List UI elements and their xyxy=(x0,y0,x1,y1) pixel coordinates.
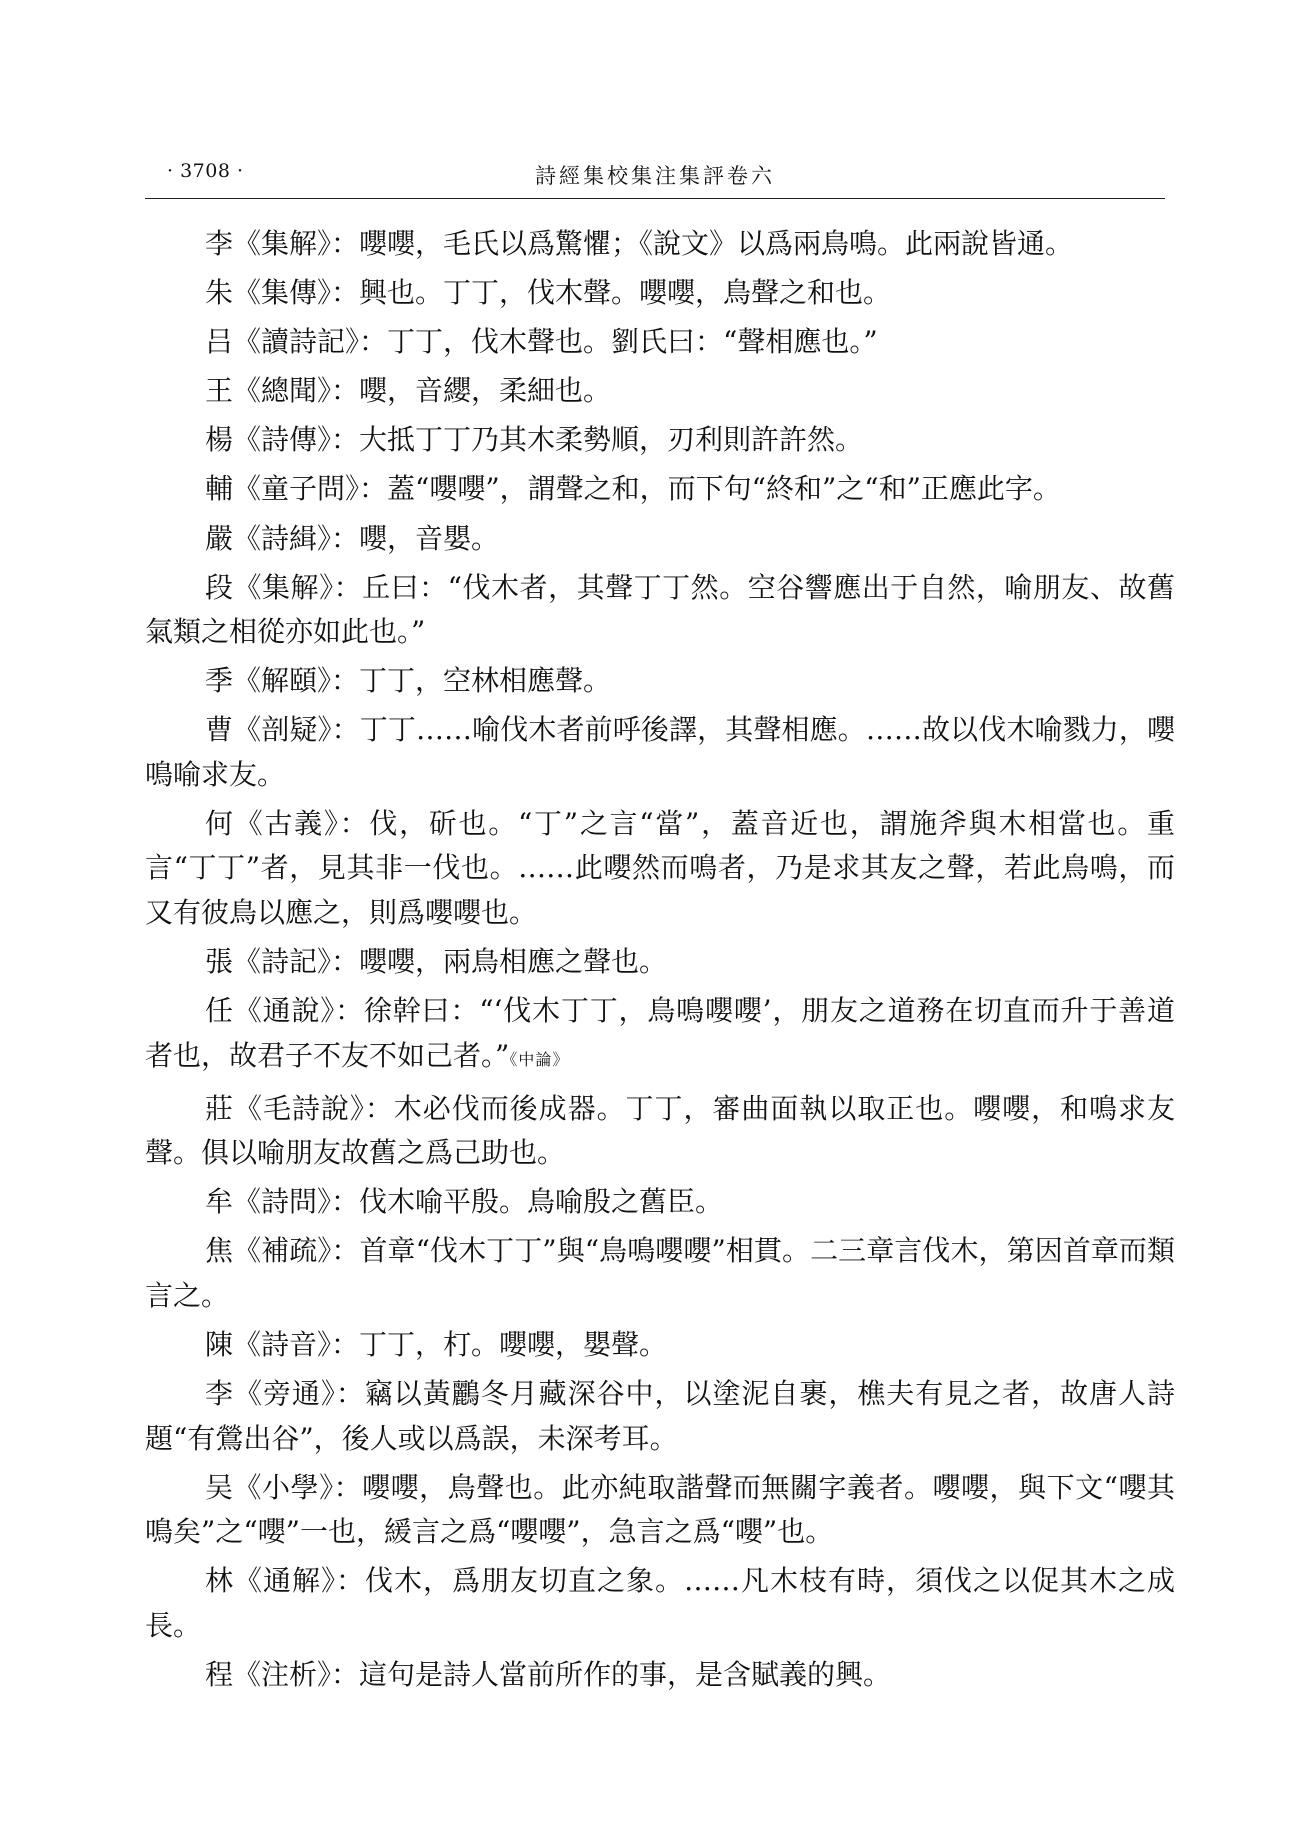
commentary-entry xyxy=(145,517,1175,562)
running-title: 詩經集校集注集評卷六 xyxy=(535,164,775,188)
entry-text: 輔《童子問》：蓋“嚶嚶”，謂聲之和，而下句“終和”之“和”正應此字。 xyxy=(205,472,1061,506)
entry-text: 段《集解》：丘曰：“伐木者，其聲丁丁然。空谷響應出于自然，喻朋友、故舊氣類之相從亦如此也。” xyxy=(145,570,1175,649)
entry-text: 焦《補疏》：首章“伐木丁丁”與“鳥鳴嚶嚶”相貫。二三章言伐木，第因首章而類言之。 xyxy=(145,1234,1175,1312)
header-rule xyxy=(145,198,1165,199)
entry-text: 朱《集傳》：興也。丁丁，伐木聲。嚶嚶，鳥聲之和也。 xyxy=(205,276,892,310)
page-number: · 3708 · xyxy=(167,160,244,182)
commentary-entry xyxy=(145,1229,1175,1318)
entry-text: 吴《小學》：嚶嚶，鳥聲也。此亦純取諧聲而無關字義者。嚶嚶，與下文“嚶其鳴矣”之“嚶”一也，緩言之爲“嚶嚶”，急言之爲“嚶”也。 xyxy=(145,1470,1175,1549)
commentary-entry xyxy=(145,369,1175,414)
entry-text: 任《通說》：徐幹曰：“‘伐木丁丁，鳥鳴嚶嚶’，朋友之道務在切直而升于善道者也，故君子不友不如己者。” xyxy=(145,994,1175,1072)
commentary-entry xyxy=(145,1559,1175,1648)
commentary-entry xyxy=(145,802,1175,936)
entry-text: 程《注析》：這句是詩人當前所作的事，是含賦義的興。 xyxy=(205,1657,892,1691)
commentary-entry xyxy=(145,1087,1175,1176)
commentary-entry xyxy=(145,659,1175,704)
entry-text: 王《總聞》：嚶，音纓，柔細也。 xyxy=(205,374,612,408)
entry-text: 何《古義》：伐，斫也。“丁”之言“當”，蓋音近也，謂施斧與木相當也。重言“丁丁”者，見其非一伐也。……此嚶然而鳴者，乃是求其友之聲，若此鳥鳴，而又有彼鳥以應之，則爲嚶嚶也。 xyxy=(145,806,1175,929)
commentary-entry xyxy=(145,1180,1175,1225)
commentary-entry xyxy=(145,566,1175,655)
page-header xyxy=(145,160,1165,196)
source-note: 《中論》 xyxy=(509,1049,570,1069)
commentary-entry xyxy=(145,1372,1175,1461)
entry-text: 楊《詩傳》：大抵丁丁乃其木柔勢順，刃利則許許然。 xyxy=(205,423,864,457)
entry-text: 林《通解》：伐木，爲朋友切直之象。……凡木枝有時，須伐之以促其木之成長。 xyxy=(145,1564,1175,1642)
entry-text: 吕《讀詩記》：丁丁，伐木聲也。劉氏曰：“聲相應也。” xyxy=(205,325,878,359)
commentary-entry xyxy=(145,222,1175,267)
commentary-entry xyxy=(145,271,1175,316)
entry-text: 李《旁通》：竊以黃鸝冬月藏深谷中，以塗泥自裹，樵夫有見之者，故唐人詩題“有鶯出谷”，後人或以爲誤，未深考耳。 xyxy=(145,1377,1175,1455)
entry-text: 牟《詩問》：伐木喻平殷。鳥喻殷之舊臣。 xyxy=(205,1185,724,1219)
entry-text: 陳《詩音》：丁丁，朾。嚶嚶，嬰聲。 xyxy=(205,1328,668,1361)
entry-text: 季《解頤》：丁丁，空林相應聲。 xyxy=(205,664,612,698)
commentary-entry xyxy=(145,320,1175,365)
commentary-entry xyxy=(145,418,1175,463)
commentary-entry xyxy=(145,940,1175,985)
entry-text: 張《詩記》：嚶嚶，兩鳥相應之聲也。 xyxy=(205,945,668,979)
entry-text: 嚴《詩緝》：嚶，音嬰。 xyxy=(205,521,500,555)
entry-text: 曹《剖疑》：丁丁……喻伐木者前呼後譯，其聲相應。……故以伐木喻戮力，嚶鳴喻求友。 xyxy=(145,713,1175,791)
commentary-body xyxy=(145,222,1175,1702)
entry-text: 莊《毛詩說》：木必伐而後成器。丁丁，審曲面執以取正也。嚶嚶，和鳴求友聲。俱以喻朋友故舊之爲己助也。 xyxy=(145,1091,1175,1170)
commentary-entry xyxy=(145,1466,1175,1555)
entry-text: 李《集解》：嚶嚶，毛氏以爲驚懼；《說文》以爲兩鳥鳴。此兩說皆通。 xyxy=(205,227,1074,260)
commentary-entry xyxy=(145,467,1175,512)
commentary-entry xyxy=(145,1323,1175,1368)
commentary-entry xyxy=(145,1653,1175,1698)
commentary-entry xyxy=(145,708,1175,797)
commentary-entry xyxy=(145,989,1175,1082)
